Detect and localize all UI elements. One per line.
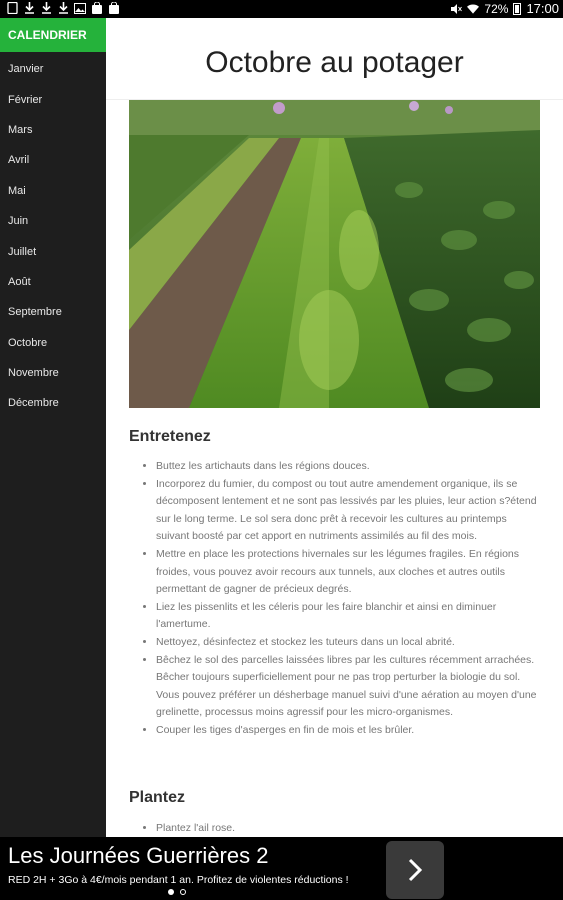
sidebar-item-aout[interactable]: Août [8, 275, 31, 288]
list-item: • Liez les pissenlits et les céleris pour les faire blanchir et ainsi en diminuer l'amertume. [156, 599, 539, 634]
mute-icon [450, 3, 462, 15]
sidebar-item-fevrier[interactable]: Février [8, 93, 43, 106]
list-item: • Bêchez le sol des parcelles laissées libres par les cultures récemment arrachées. Bêcher toujours superficiellement pour ne pas trop perturber la biologie du sol. Vous pouvez préférer un désherbage manuel suivi d'une aération au moyen d'une grelinette, processus moins agressif pour les micro-organismes. [156, 652, 539, 722]
ad-next-button[interactable] [386, 841, 444, 899]
sidebar-item-novembre[interactable]: Novembre [8, 367, 59, 380]
list-item: • Couper les tiges d'asperges en fin de mois et les brûler. [156, 722, 539, 740]
sidebar-item-janvier[interactable]: Janvier [8, 63, 44, 76]
list-item: • Incorporez du fumier, du compost ou tout autre amendement organique, ils se décomposent lentement et ne sont pas lessivés par les pluies, leur action s?étend sur le long terme. Le sol sera donc prêt à recevoir les cultures au printemps suivant boosté par cet apport en nutriments assimilés au fil des mois. [156, 476, 539, 546]
ad-subtitle[interactable]: RED 2H + 3Go à 4€/mois pendant 1 an. Profitez de violentes réductions ! [8, 874, 349, 886]
download-icon [40, 2, 52, 14]
system-status [450, 1, 559, 16]
list-item: • Plantez l'ail rose. [156, 820, 539, 837]
image-icon [74, 2, 86, 14]
clock: 17:00 [526, 1, 559, 16]
battery-percentage: 72% [484, 1, 509, 16]
ad-title[interactable]: Les Journées Guerrières 2 [8, 843, 269, 868]
tablet-icon [6, 2, 18, 14]
bag-icon [91, 2, 103, 14]
list-item: • Buttez les artichauts dans les régions douces. [156, 458, 539, 476]
sidebar-item-mai[interactable]: Mai [8, 184, 26, 197]
download-icon [57, 2, 69, 14]
sidebar-item-mars[interactable]: Mars [8, 123, 33, 136]
sidebar-item-octobre[interactable]: Octobre [8, 336, 48, 349]
bag-icon [108, 2, 120, 14]
ad-banner[interactable] [0, 837, 563, 900]
sidebar-item-juin[interactable]: Juin [8, 215, 29, 228]
plantez-list [129, 820, 539, 837]
chevron-right-icon [405, 857, 425, 883]
notification-icons [6, 2, 120, 14]
list-item: • Mettre en place les protections hivernales sur les légumes fragiles. En régions froides, vous pouvez avoir recours aux tunnels, aux cloches et autres outils permettant de gagner de précieux degrés. [156, 546, 539, 599]
sidebar-header[interactable]: CALENDRIER [0, 18, 106, 52]
ad-pager-dots [168, 889, 186, 895]
pager-dot [180, 889, 186, 895]
entretenez-list [129, 458, 539, 740]
section-heading-plantez: Plantez [129, 789, 186, 806]
download-icon [23, 2, 35, 14]
sidebar-item-septembre[interactable]: Septembre [8, 306, 62, 319]
sidebar-item-decembre[interactable]: Décembre [8, 397, 59, 410]
page-title: Octobre au potager [106, 18, 563, 100]
wifi-icon [467, 3, 479, 15]
battery-icon [513, 3, 521, 15]
calendar-sidebar [0, 18, 106, 837]
status-bar [0, 0, 563, 18]
sidebar-item-avril[interactable]: Avril [8, 154, 30, 167]
article-content[interactable] [106, 18, 563, 837]
sidebar-item-juillet[interactable]: Juillet [8, 245, 37, 258]
garden-photo [129, 100, 540, 408]
pager-dot-active [168, 889, 174, 895]
section-heading-entretenez: Entretenez [129, 428, 211, 445]
list-item: • Nettoyez, désinfectez et stockez les tuteurs dans un local abrité. [156, 634, 539, 652]
